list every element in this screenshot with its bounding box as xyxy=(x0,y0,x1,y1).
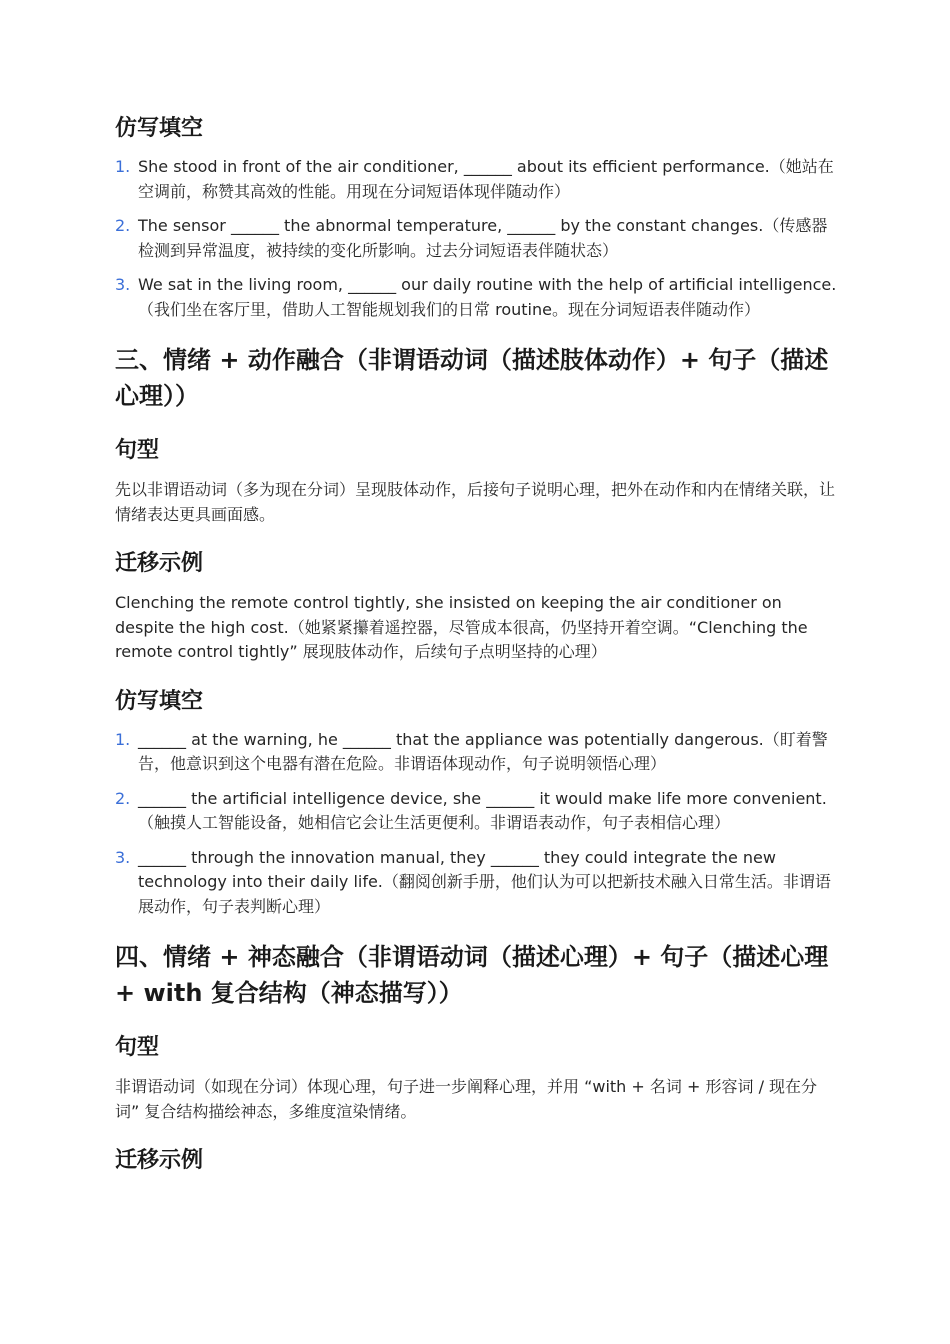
list-number: 1. xyxy=(115,729,131,749)
list-item-text: The sensor ______ the abnormal temperature, ______ by the constant changes.（传感器检测到异常温度，被持续的变化所影响。过去分词短语表伴随状态） xyxy=(138,216,828,260)
pattern-text-3: 先以非谓语动词（多为现在分词）呈现肢体动作，后接句子说明心理，把外在动作和内在情绪关联，让情绪表达更具画面感。 xyxy=(115,480,836,524)
exercise-list-2 xyxy=(115,155,840,322)
section-title-4: 四、情绪 + 神态融合（非谓语动词（描述心理）+ 句子（描述心理 + with 复合结构（神态描写）） xyxy=(115,943,829,1007)
list-item xyxy=(115,787,840,836)
document-page xyxy=(115,112,840,1178)
list-number: 2. xyxy=(115,788,131,808)
pattern-heading-3: 句型 xyxy=(115,438,160,463)
example-text-3: Clenching the remote control tightly, she insisted on keeping the air conditioner on despite the high cost.（她紧紧攥着遥控器，尽管成本很高，仍坚持开着空调。“Clenching the remote control tightly” 展现肢体动作，后续句子点明坚持的心理） xyxy=(115,593,808,661)
example-heading-4: 迁移示例 xyxy=(115,1148,204,1173)
list-item xyxy=(115,155,840,204)
list-number: 2. xyxy=(115,216,131,235)
list-item-text: ______ through the innovation manual, they ______ they could integrate the new technology into their daily life.（翻阅创新手册，他们认为可以把新技术融入日常生活。非谓语展动作，句子表判断心理） xyxy=(138,847,831,916)
list-item xyxy=(115,273,840,322)
list-item xyxy=(115,846,840,920)
list-item-text: ______ at the warning, he ______ that the appliance was potentially dangerous.（盯着警告，他意识到这个电器有潜在危险。非谓语体现动作，句子说明领悟心理） xyxy=(138,729,828,773)
list-item-text: She stood in front of the air conditioner, ______ about its efficient performance.（她站在空调前，称赞其高效的性能。用现在分词短语体现伴随动作） xyxy=(138,157,834,201)
section-title-3: 三、情绪 + 动作融合（非谓语动词（描述肢体动作）+ 句子（描述心理）） xyxy=(115,346,829,410)
fill-blank-heading-3: 仿写填空 xyxy=(115,688,204,714)
list-item xyxy=(115,728,840,777)
list-item xyxy=(115,214,840,263)
example-heading-3: 迁移示例 xyxy=(115,551,204,576)
list-number: 1. xyxy=(115,157,131,176)
pattern-heading-4: 句型 xyxy=(115,1035,160,1060)
pattern-text-4: 非谓语动词（如现在分词）体现心理，句子进一步阐释心理，并用 “with + 名词 + 形容词 / 现在分词” 复合结构描绘神态，多维度渲染情绪。 xyxy=(115,1077,818,1121)
fill-blank-heading-2: 仿写填空 xyxy=(115,116,204,141)
list-item-text: We sat in the living room, ______ our daily routine with the help of artificial intelligence.（我们坐在客厅里，借助人工智能规划我们的日常 routine。现在分词短语表伴随动作） xyxy=(138,275,837,319)
list-number: 3. xyxy=(115,275,131,294)
list-item-text: ______ the artificial intelligence device, she ______ it would make life more convenient.（触摸人工智能设备，她相信它会让生活更便利。非谓语表动作，句子表相信心理） xyxy=(138,788,827,832)
exercise-list-3 xyxy=(115,728,840,920)
list-number: 3. xyxy=(115,847,131,867)
